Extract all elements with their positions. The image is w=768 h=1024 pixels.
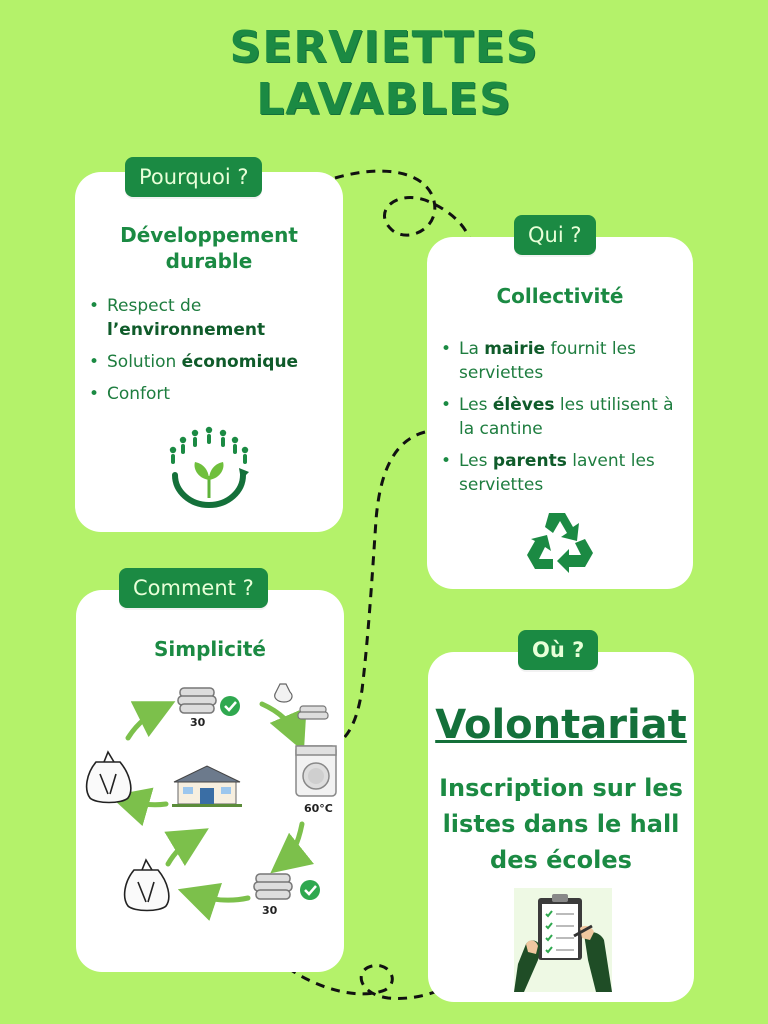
small-bag-icon: [275, 684, 292, 702]
laundry-cycle-diagram: [80, 674, 342, 964]
ou-text: Inscription sur les listes dans le hall des écoles: [439, 774, 683, 874]
laundry-bag-icon: [87, 752, 131, 803]
list-item: • Respect de l’environnement: [89, 294, 339, 342]
comment-heading: Simplicité: [154, 637, 266, 661]
washing-machine-icon: [296, 746, 336, 796]
list-item: • Les élèves les utilisent à la cantine: [441, 393, 691, 441]
qui-heading: Collectivité: [496, 284, 624, 308]
qui-list: [441, 337, 691, 505]
tag-pourquoi: Pourquoi ?: [125, 157, 262, 197]
check-icon: [220, 696, 240, 716]
temperature-label: 60°C: [304, 802, 333, 815]
card-ou: [428, 652, 694, 1002]
recycle-icon: [525, 509, 595, 575]
title-line-1: SERVIETTES: [229, 22, 539, 73]
card-pourquoi: [75, 172, 343, 532]
napkins-count-top: 30: [190, 716, 206, 729]
list-item: • Les parents lavent les serviettes: [441, 449, 691, 497]
ou-headline: Volontariat: [435, 702, 687, 748]
card-comment: [76, 590, 344, 972]
pourquoi-heading: Développement durable: [120, 223, 298, 273]
sustainability-people-plant-icon: [161, 420, 257, 510]
folded-napkins-icon: [254, 874, 292, 899]
list-item: • Solution économique: [89, 350, 339, 374]
laundry-bag-icon: [125, 860, 169, 911]
tag-comment: Comment ?: [119, 568, 268, 608]
page-title: [0, 22, 768, 126]
list-item: • Confort: [89, 382, 339, 406]
pourquoi-list: [89, 294, 339, 414]
folded-napkins-icon: [298, 706, 328, 719]
list-item: • La mairie fournit les serviettes: [441, 337, 691, 385]
title-line-2: LAVABLES: [256, 74, 512, 125]
check-icon: [300, 880, 320, 900]
folded-napkins-icon: [178, 688, 216, 713]
tag-qui: Qui ?: [514, 215, 596, 255]
clipboard-checklist-icon: [508, 884, 618, 996]
card-qui: [427, 237, 693, 589]
tag-ou: Où ?: [518, 630, 598, 670]
school-icon: [172, 766, 242, 807]
napkins-count-bottom: 30: [262, 904, 278, 917]
